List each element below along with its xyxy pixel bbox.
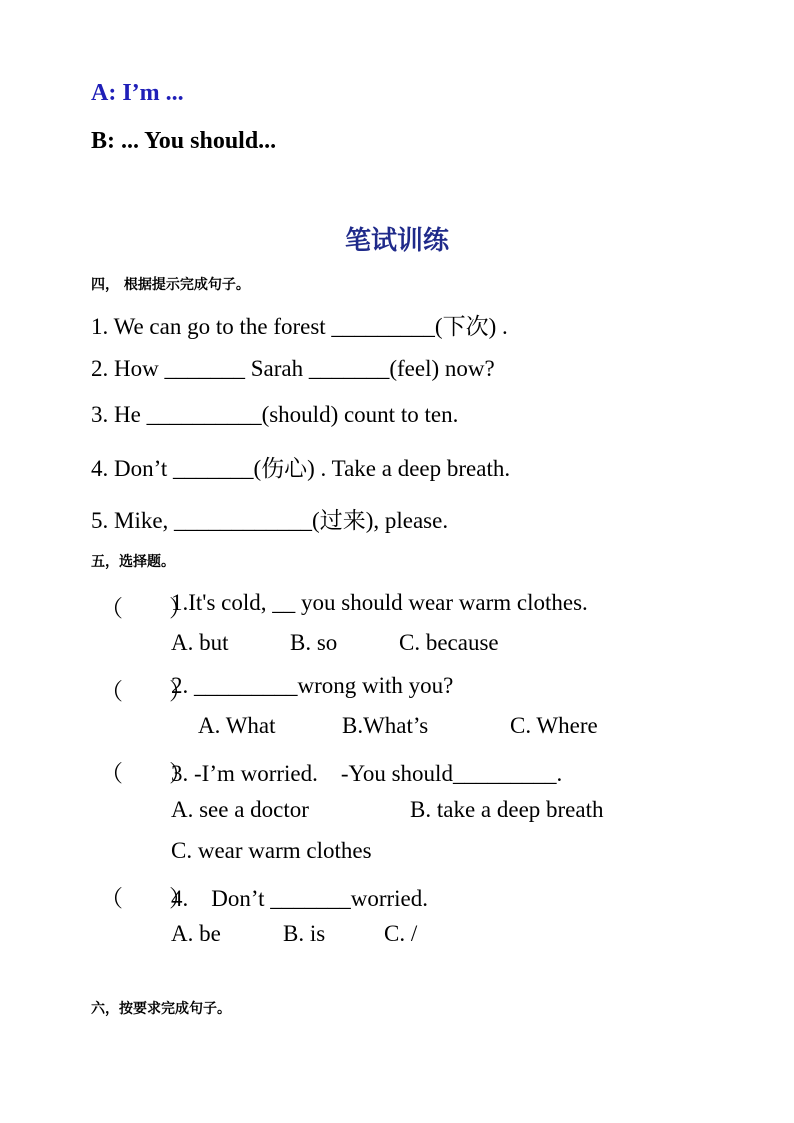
question-text: 3. -I’m worried. -You should_________. (171, 761, 563, 786)
question-text: 1.It's cold, __ you should wear warm clothes. (171, 590, 588, 615)
answer-paren: （ ） (100, 679, 192, 704)
option-a: A. be (171, 921, 221, 946)
option-b: B. so (290, 630, 338, 655)
option-c: C. because (399, 630, 499, 655)
option-b: B. is (283, 921, 326, 946)
option-b: B. take a deep breath (410, 797, 604, 822)
section-4-heading: 四， 根据提示完成句子。 (91, 277, 250, 293)
page-title: 笔试训练 (344, 226, 449, 256)
section-6-heading: 六，按要求完成句子。 (91, 1001, 231, 1017)
dialogue-line-a: A: I’m ... (91, 80, 184, 106)
question-text: 2. _________wrong with you? (171, 673, 454, 698)
fill-in-sentence: 3. He __________(should) count to ten. (91, 402, 459, 427)
dialogue-line-b: B: ... You should... (91, 128, 277, 154)
option-b: B.What’s (342, 713, 429, 738)
option-c: C. Where (510, 713, 598, 738)
option-a: A. What (198, 713, 276, 738)
question-text: 4. Don’t _______worried. (171, 886, 429, 911)
fill-in-sentence: 1. We can go to the forest _________(下次) . (91, 314, 508, 339)
option-c: C. wear warm clothes (171, 838, 372, 863)
section-5-heading: 五，选择题。 (91, 554, 175, 570)
option-c: C. / (384, 921, 418, 946)
fill-in-sentence: 5. Mike, ____________(过来), please. (91, 508, 449, 533)
fill-in-sentence: 2. How _______ Sarah _______(feel) now? (91, 356, 495, 381)
answer-paren: （ ） (100, 761, 192, 786)
option-a: A. see a doctor (171, 797, 309, 822)
answer-paren: （ ） (100, 886, 192, 911)
answer-paren: （ ） (100, 596, 192, 621)
fill-in-sentence: 4. Don’t _______(伤心) . Take a deep breath. (91, 456, 511, 481)
option-a: A. but (171, 630, 229, 655)
